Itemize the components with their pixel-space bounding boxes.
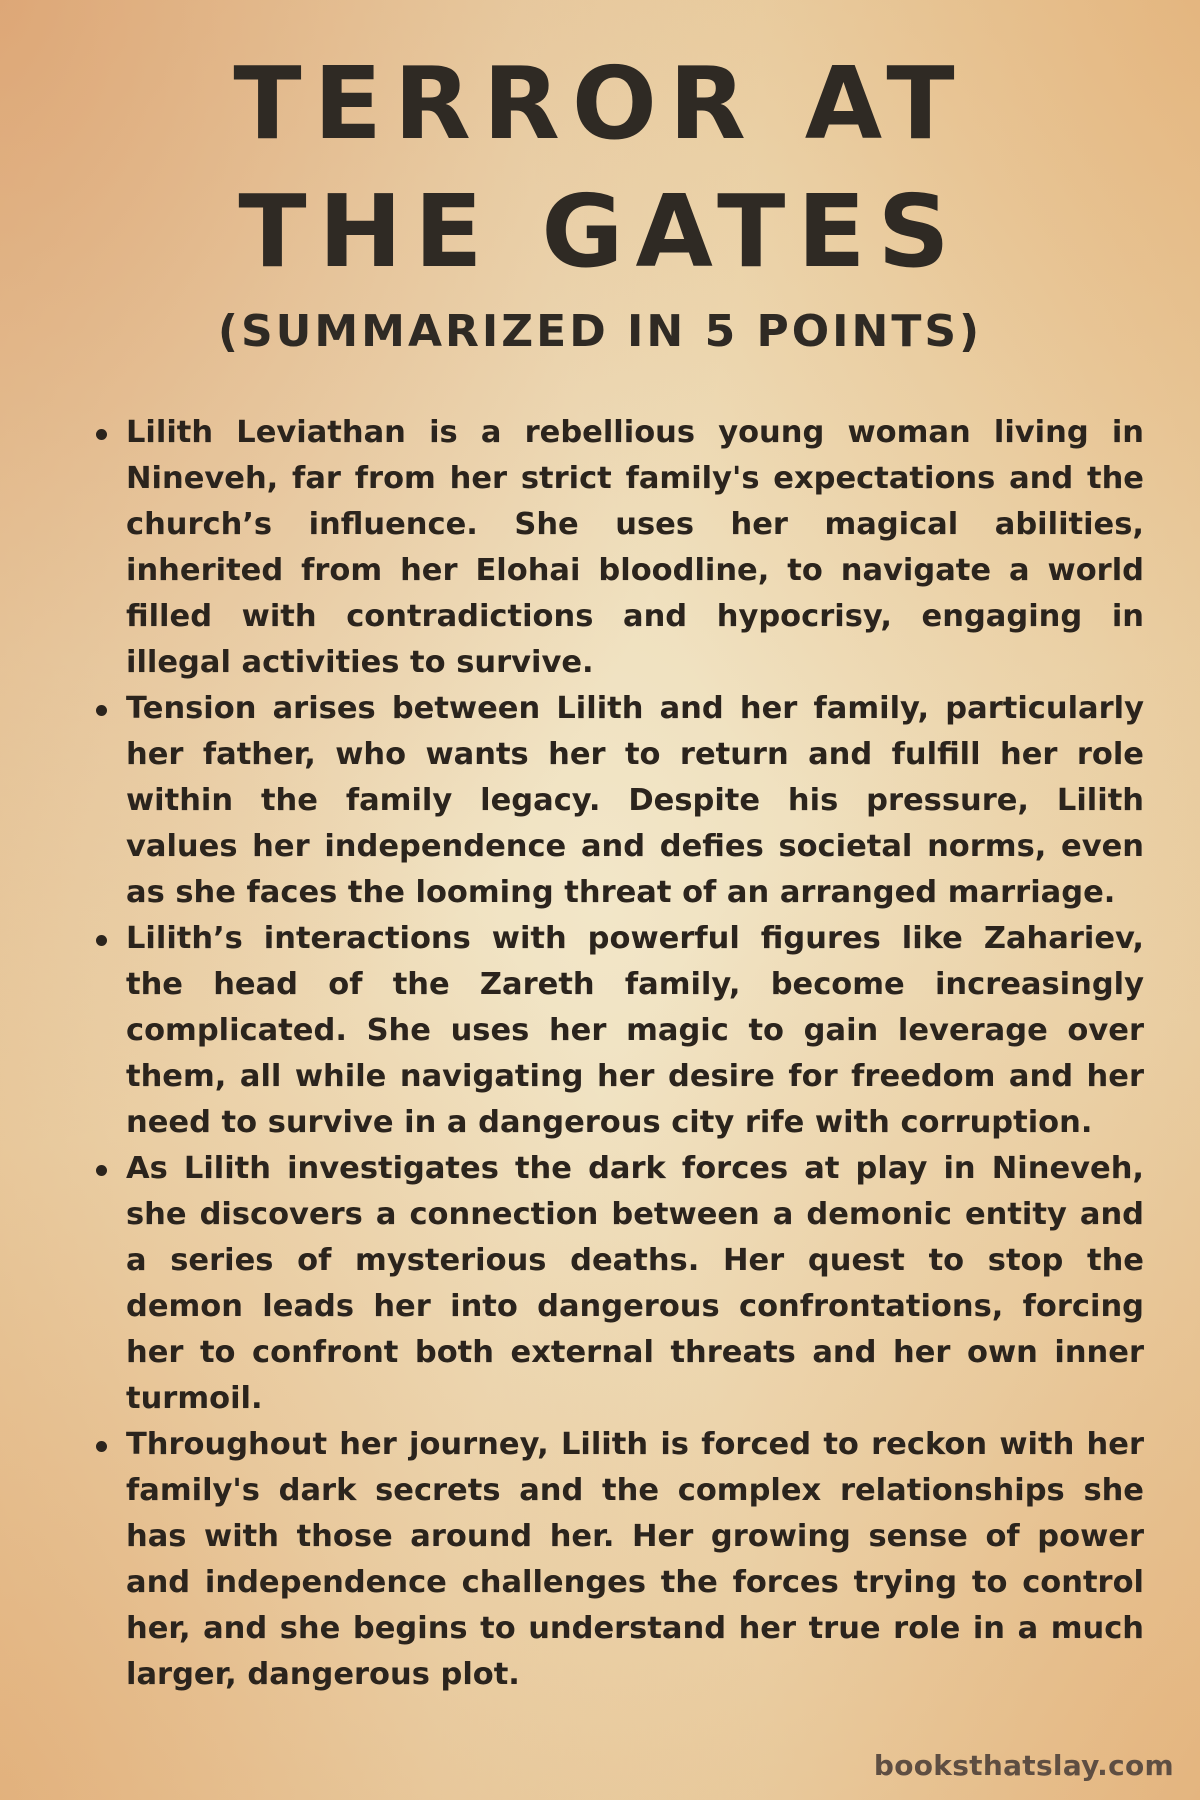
bullet-icon (96, 705, 107, 716)
summary-point-text: Lilith Leviathan is a rebellious young woman living in Nineveh, far from her strict family's expectations and the church’s influence. She uses her magical abilities, inherited from her Elohai bloodline, to navigate a world filled with contradictions and hypocrisy, engaging in illegal activities to survive. (126, 415, 1144, 680)
summary-point-text: Tension arises between Lilith and her family, particularly her father, who wants her to return and fulfill her role within the family legacy. Despite his pressure, Lilith values her independence and defies societal norms, even as she faces the looming threat of an arranged marriage. (126, 691, 1144, 910)
site-watermark: booksthatslay.com (873, 1749, 1174, 1782)
summary-point-2 (84, 686, 1144, 916)
bullet-icon (96, 1165, 107, 1176)
summary-points-list (84, 410, 1144, 1698)
page-title: TERROR AT THE GATES (233, 45, 967, 290)
summary-point-text: Throughout her journey, Lilith is forced to reckon with her family's dark secrets and the complex relationships she has with those around her. Her growing sense of power and independence challenges the forces trying to control her, and she begins to understand her true role in a much larger, dangerous plot. (126, 1427, 1144, 1692)
bullet-icon (96, 429, 107, 440)
summary-point-text: As Lilith investigates the dark forces at play in Nineveh, she discovers a connection between a demonic entity and a series of mysterious deaths. Her quest to stop the demon leads her into dangerous confrontations, forcing her to confront both external threats and her own inner turmoil. (126, 1151, 1144, 1416)
bullet-icon (96, 935, 107, 946)
bullet-icon (96, 1441, 107, 1452)
summary-point-4 (84, 1146, 1144, 1422)
summary-point-5 (84, 1422, 1144, 1698)
page-subtitle: (SUMMARIZED IN 5 POINTS) (217, 306, 983, 357)
summary-point-1 (84, 410, 1144, 686)
summary-point-text: Lilith’s interactions with powerful figures like Zahariev, the head of the Zareth family, become increasingly complicated. She uses her magic to gain leverage over them, all while navigating her desire for freedom and her need to survive in a dangerous city rife with corruption. (126, 921, 1144, 1140)
summary-point-3 (84, 916, 1144, 1146)
